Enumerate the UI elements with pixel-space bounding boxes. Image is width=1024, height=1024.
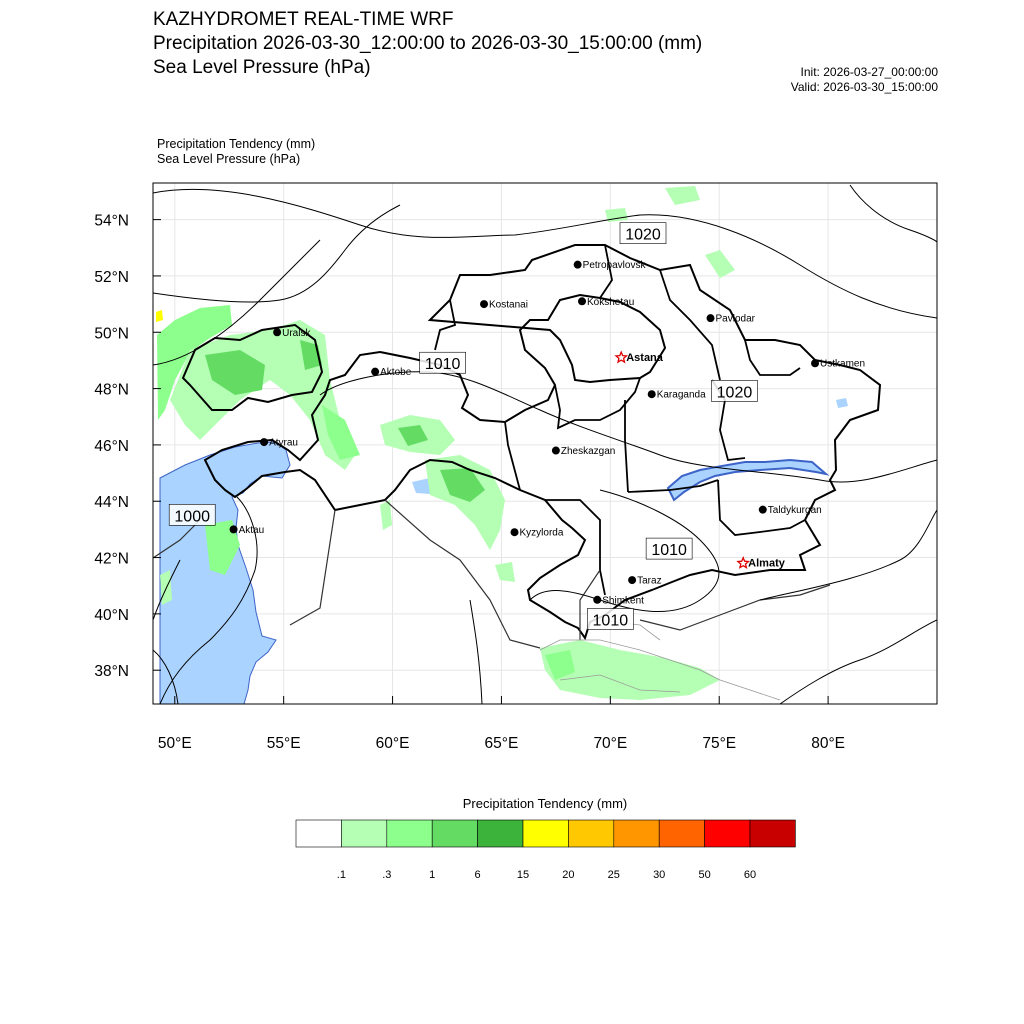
- colorbar-swatch: [750, 820, 795, 847]
- city-marker: [371, 367, 412, 378]
- city-marker: [511, 528, 564, 539]
- city-dot-icon: [648, 390, 656, 398]
- city-name: Taraz: [637, 575, 662, 587]
- lat-tick-label: 50°N: [94, 325, 129, 343]
- kazakhstan-boundary: [205, 245, 880, 638]
- colorbar-tick-label: 6: [474, 869, 481, 881]
- city-name: Kostanai: [489, 299, 528, 311]
- colorbar-tick-label: 20: [562, 869, 575, 881]
- city-name: Pavlodar: [715, 313, 755, 325]
- city-marker: [552, 446, 615, 457]
- city-name: Atyrau: [269, 437, 298, 449]
- isobar-value: 1010: [592, 612, 629, 630]
- isobar-value: 1020: [716, 384, 753, 402]
- city-name: Ustkamen: [820, 358, 866, 370]
- lat-tick-label: 52°N: [94, 268, 129, 286]
- city-dot-icon: [628, 576, 636, 584]
- city-name: Petropavlovsk: [582, 260, 646, 272]
- city-dot-icon: [552, 447, 560, 455]
- city-marker: [811, 359, 865, 370]
- isobar-label: [646, 538, 692, 559]
- lat-tick-label: 54°N: [94, 212, 129, 230]
- city-dot-icon: [593, 596, 601, 604]
- colorbar-swatch: [432, 820, 477, 847]
- colorbar-tick-label: .1: [336, 869, 346, 881]
- colorbar-swatch: [523, 820, 568, 847]
- subtitle-precip: Precipitation Tendency (mm): [157, 137, 316, 151]
- lat-tick-label: 38°N: [94, 663, 129, 681]
- colorbar-tick-label: 50: [698, 869, 711, 881]
- pressure-title: Sea Level Pressure (hPa): [153, 57, 371, 78]
- city-name: Zheskazgan: [560, 446, 616, 458]
- city-dot-icon: [811, 359, 819, 367]
- city-marker: [574, 260, 647, 271]
- colorbar-swatch: [614, 820, 659, 847]
- city-name: Uralsk: [282, 327, 311, 339]
- isobar-value: 1010: [651, 542, 687, 560]
- map-content: [150, 183, 937, 704]
- isobar-value: 1020: [625, 226, 661, 244]
- colorbar-tick-label: 1: [429, 869, 436, 881]
- city-dot-icon: [707, 314, 715, 322]
- colorbar-swatch: [705, 820, 750, 847]
- colorbar-tick-label: 30: [653, 869, 666, 881]
- city-dot-icon: [230, 525, 238, 533]
- colorbar-swatch: [568, 820, 613, 847]
- city-name: Taldykurgan: [767, 505, 822, 517]
- valid-time: Valid: 2026-03-30_15:00:00: [790, 80, 938, 94]
- city-dot-icon: [759, 506, 767, 514]
- lon-tick-label: 75°E: [702, 735, 737, 752]
- city-marker: [616, 352, 664, 364]
- city-name: Astana: [626, 352, 663, 365]
- colorbar-tick-label: 25: [607, 869, 620, 881]
- isobar-label: [620, 223, 666, 244]
- precip-title: Precipitation 2026-03-30_12:00:00 to 2026-03-30_15:00:00 (mm): [153, 33, 703, 54]
- colorbar-tick-label: 15: [516, 869, 530, 881]
- lat-tick-label: 46°N: [94, 437, 129, 455]
- city-name: Kyzylorda: [519, 527, 564, 539]
- subtitle-pressure: Sea Level Pressure (hPa): [157, 152, 301, 166]
- capital-star-icon: [616, 352, 627, 362]
- city-marker: [578, 297, 634, 308]
- city-marker: [648, 390, 706, 401]
- isobar-labels: [169, 223, 757, 630]
- lon-tick-label: 80°E: [811, 735, 846, 752]
- colorbar-tick-label: .3: [382, 869, 392, 881]
- city-name: Aktau: [238, 524, 265, 536]
- balkhash-lake: [668, 460, 826, 500]
- latitude-axis: [94, 213, 161, 681]
- isobar-value: 1000: [174, 508, 210, 526]
- city-marker: [759, 505, 822, 516]
- colorbar: [296, 820, 795, 881]
- city-marker: [480, 300, 528, 311]
- city-marker: [593, 595, 644, 606]
- city-marker: [738, 558, 786, 570]
- main-title: KAZHYDROMET REAL-TIME WRF: [153, 9, 454, 30]
- city-dot-icon: [578, 297, 586, 305]
- city-name: Aktobe: [380, 367, 412, 379]
- city-dot-icon: [511, 528, 519, 536]
- lon-tick-label: 60°E: [375, 735, 410, 752]
- city-name: Almaty: [748, 557, 785, 570]
- lat-tick-label: 40°N: [94, 606, 129, 624]
- city-marker: [628, 576, 661, 587]
- lon-tick-label: 55°E: [266, 735, 301, 752]
- city-dot-icon: [371, 368, 379, 376]
- colorbar-title: Precipitation Tendency (mm): [462, 796, 628, 811]
- city-dot-icon: [260, 438, 268, 446]
- city-dot-icon: [273, 328, 281, 336]
- colorbar-swatch: [341, 820, 386, 847]
- capital-star-icon: [738, 558, 749, 568]
- lon-tick-label: 65°E: [484, 735, 519, 752]
- city-name: Karaganda: [656, 389, 706, 401]
- isobar-label: [169, 504, 215, 525]
- colorbar-swatch: [387, 820, 432, 847]
- city-name: Shimkent: [602, 595, 644, 607]
- lat-tick-label: 48°N: [94, 381, 129, 399]
- colorbar-swatch: [659, 820, 704, 847]
- lat-tick-label: 44°N: [94, 494, 129, 512]
- isobar-label: [711, 380, 757, 401]
- init-time: Init: 2026-03-27_00:00:00: [800, 65, 938, 79]
- lon-tick-label: 70°E: [593, 735, 628, 752]
- lon-tick-label: 50°E: [157, 735, 192, 752]
- city-dot-icon: [574, 261, 582, 269]
- isobar-label: [420, 352, 466, 373]
- colorbar-swatch: [478, 820, 523, 847]
- city-dot-icon: [480, 300, 488, 308]
- city-marker: [707, 314, 756, 325]
- city-name: Kokshetau: [587, 296, 635, 308]
- lat-tick-label: 42°N: [94, 550, 129, 568]
- colorbar-tick-label: 60: [743, 869, 757, 881]
- colorbar-swatch: [296, 820, 341, 847]
- isobar-label: [587, 609, 633, 630]
- zaysan-lake: [836, 398, 848, 408]
- isobar-value: 1010: [424, 356, 461, 374]
